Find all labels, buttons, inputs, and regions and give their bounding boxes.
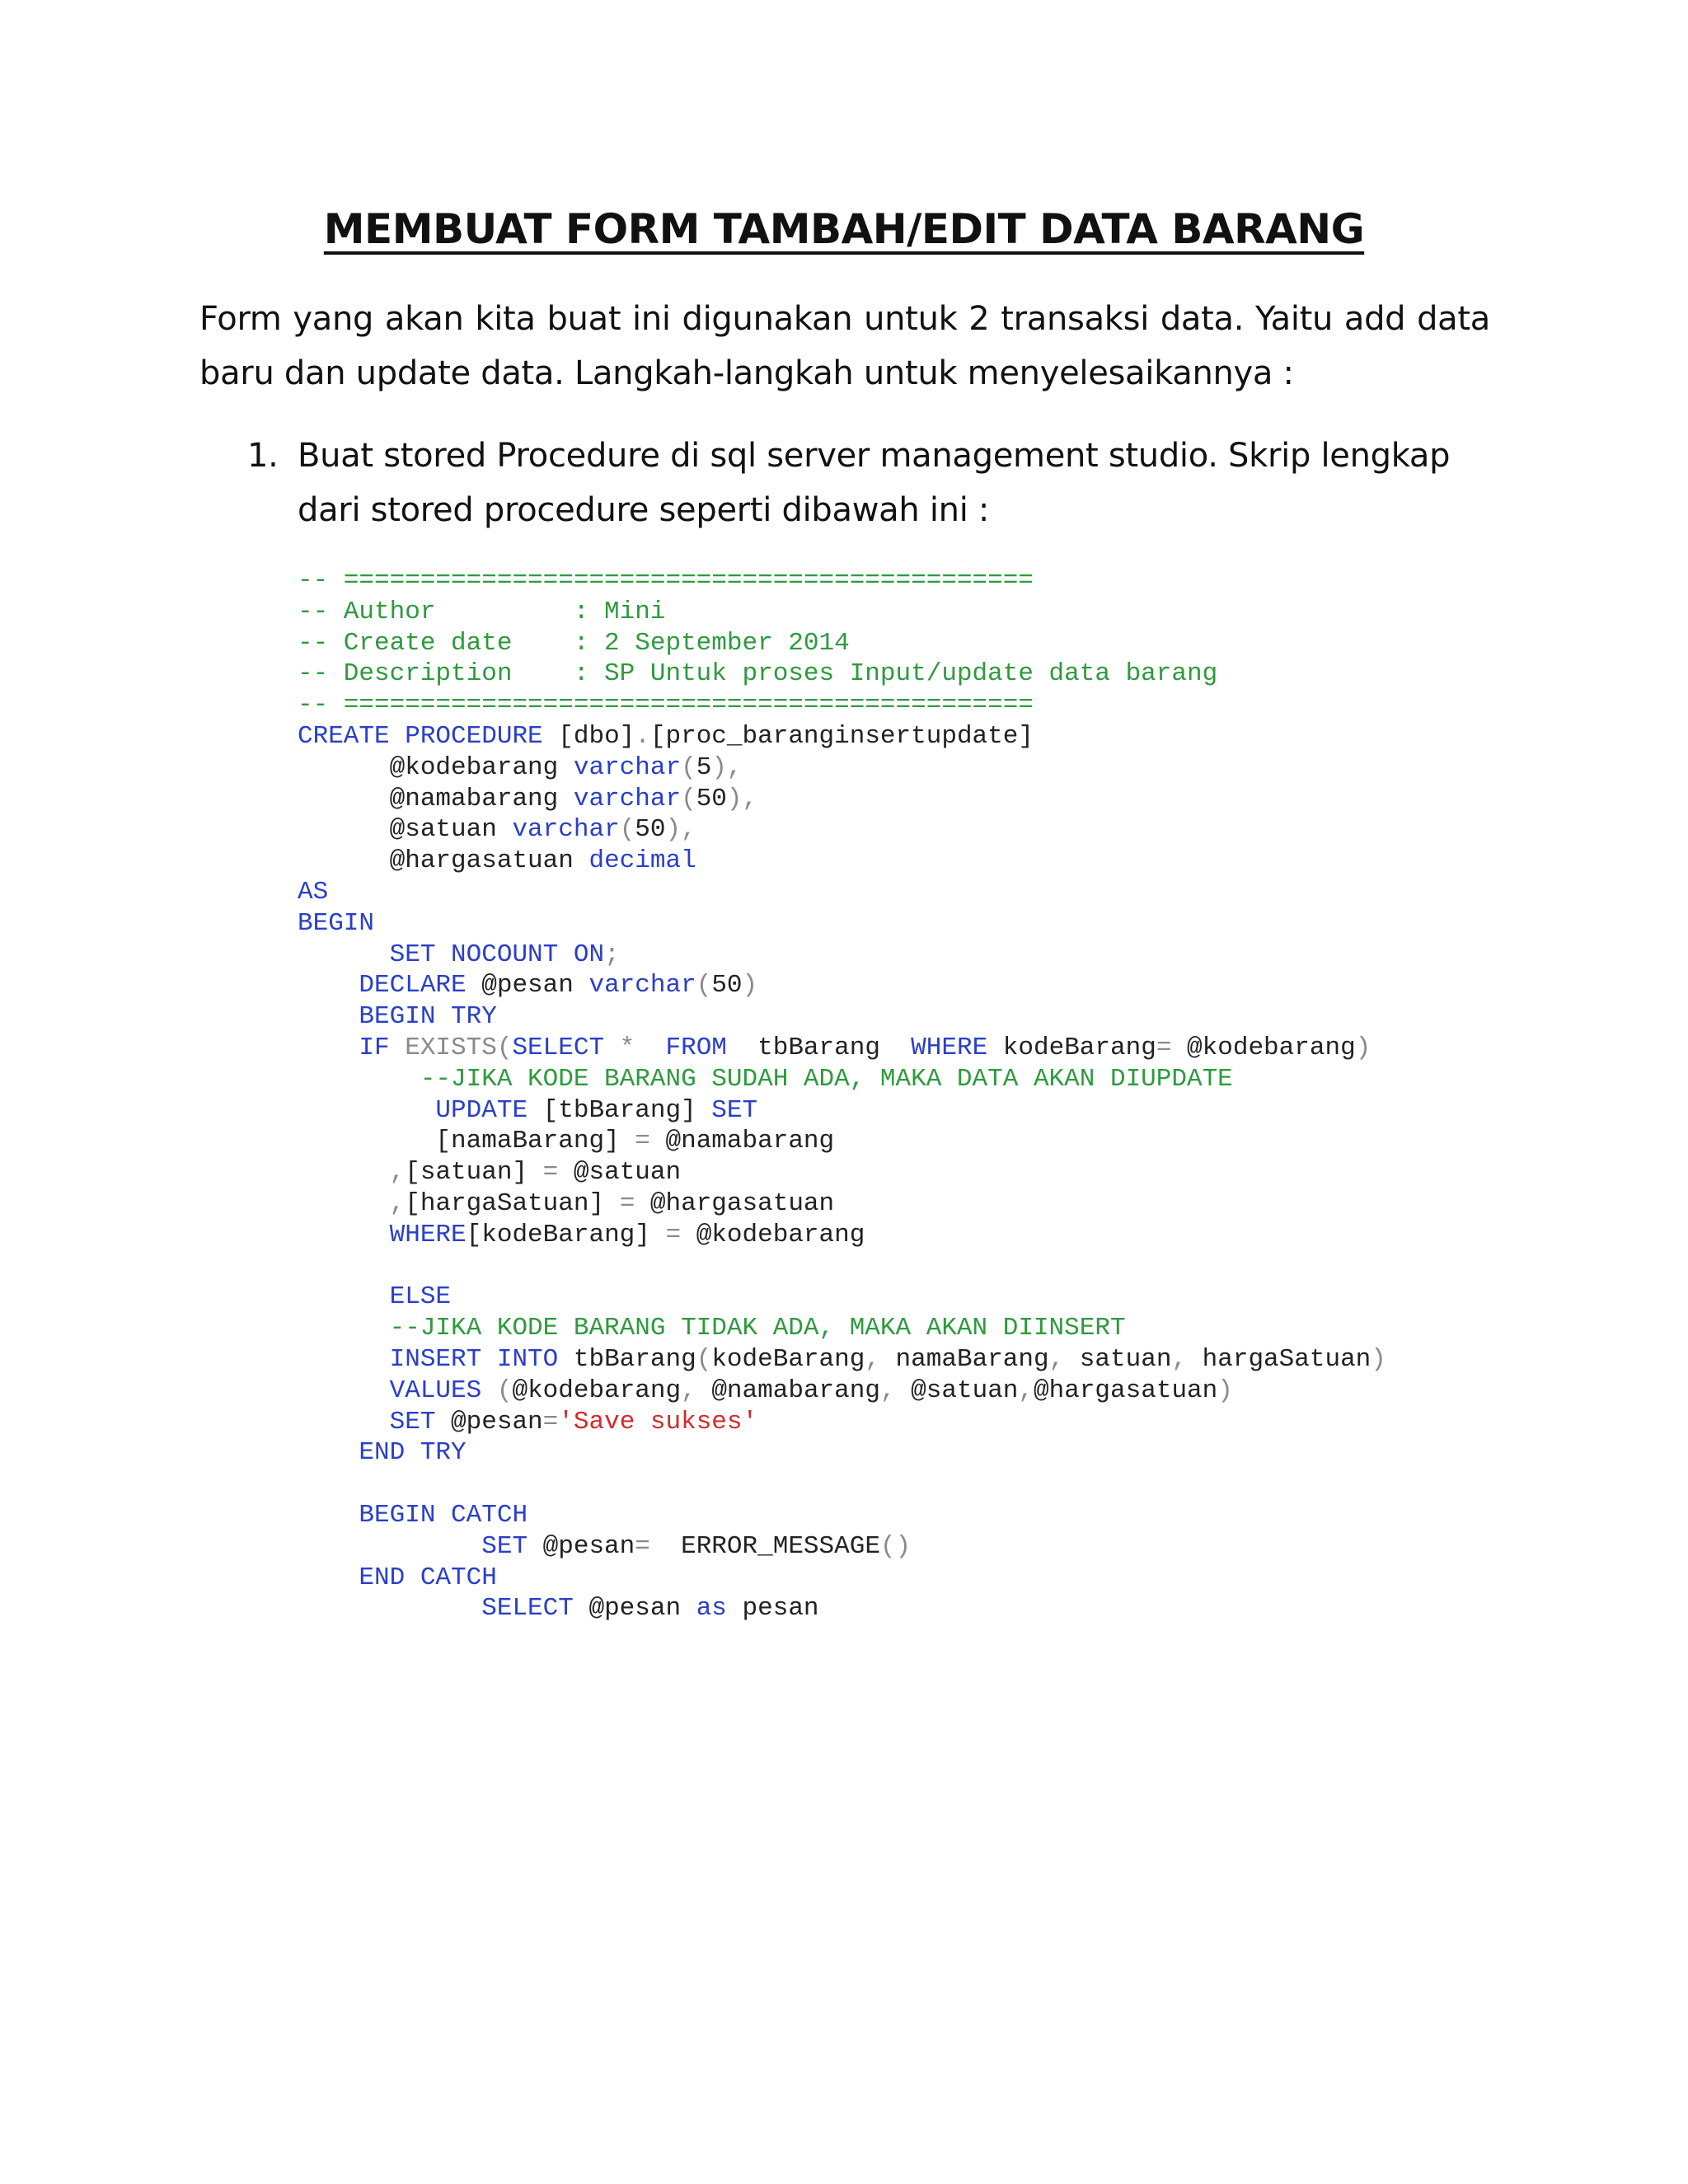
code-token: @namabarang bbox=[649, 1127, 835, 1156]
code-token: decimal bbox=[588, 846, 696, 876]
code-token: IF bbox=[298, 1033, 390, 1062]
code-token: @satuan bbox=[558, 1158, 682, 1188]
code-token: varchar bbox=[573, 784, 682, 813]
code-line bbox=[298, 565, 1386, 597]
code-token: @kodebarang bbox=[512, 1376, 682, 1405]
code-token: [proc_baranginsertupdate] bbox=[649, 721, 1034, 751]
code-token: -- Description : SP Untuk proses Input/update data barang bbox=[298, 659, 1218, 689]
code-token: 'Save sukses' bbox=[558, 1407, 758, 1436]
code-line bbox=[298, 1531, 1386, 1563]
code-line bbox=[298, 1376, 1386, 1407]
code-line bbox=[298, 814, 1386, 846]
code-token: ) bbox=[1217, 1376, 1233, 1405]
step-item bbox=[199, 429, 1490, 537]
code-token: @namabarang bbox=[298, 784, 574, 813]
code-token: BEGIN bbox=[298, 908, 375, 938]
code-token: , bbox=[298, 1188, 406, 1218]
code-line bbox=[298, 1157, 1386, 1188]
code-token: VALUES bbox=[298, 1376, 482, 1405]
code-token: , bbox=[879, 1376, 896, 1405]
code-token: = bbox=[542, 1407, 559, 1436]
code-token: ( bbox=[681, 784, 696, 813]
code-token: kodeBarang bbox=[711, 1344, 865, 1374]
code-token: as bbox=[696, 1594, 727, 1624]
code-token: @namabarang bbox=[696, 1376, 880, 1405]
page-title: MEMBUAT FORM TAMBAH/EDIT DATA BARANG bbox=[323, 205, 1365, 253]
code-token: DECLARE bbox=[298, 971, 467, 1001]
code-token: AS bbox=[298, 877, 329, 907]
code-token: UPDATE bbox=[298, 1095, 528, 1125]
code-line bbox=[298, 846, 1386, 877]
steps-list bbox=[199, 429, 1490, 537]
code-token: tbBarang bbox=[558, 1344, 696, 1374]
code-line bbox=[298, 940, 1386, 971]
code-token: , bbox=[1018, 1376, 1034, 1405]
code-line bbox=[298, 1313, 1386, 1344]
code-token: @kodebarang bbox=[298, 752, 574, 782]
code-token: = bbox=[635, 1531, 682, 1561]
code-token: WHERE bbox=[298, 1220, 467, 1249]
code-token: END TRY bbox=[298, 1438, 467, 1468]
code-token: [satuan] bbox=[405, 1158, 543, 1188]
code-token: , bbox=[865, 1344, 880, 1374]
code-token: SET bbox=[711, 1095, 758, 1125]
code-line bbox=[298, 1001, 1386, 1033]
code-token: satuan bbox=[1064, 1344, 1172, 1374]
code-token: ), bbox=[726, 784, 758, 813]
code-token: ( bbox=[696, 1344, 712, 1374]
code-token: [kodeBarang] bbox=[466, 1220, 666, 1249]
code-token: @satuan bbox=[298, 815, 513, 845]
code-token: @hargasatuan bbox=[1034, 1376, 1218, 1405]
code-token: ) bbox=[1371, 1344, 1386, 1374]
intro-paragraph: Form yang akan kita buat ini digunakan untuk 2 transaksi data. Yaitu add data baru dan update data. Langkah-langkah untuk menyelesaikannya : bbox=[199, 300, 1490, 392]
code-token: -- Create date : 2 September 2014 bbox=[298, 628, 850, 658]
code-line bbox=[298, 597, 1386, 628]
code-line bbox=[298, 908, 1386, 940]
code-line bbox=[298, 877, 1386, 908]
code-line bbox=[298, 1563, 1386, 1594]
code-line bbox=[298, 784, 1386, 815]
code-token: () bbox=[879, 1531, 912, 1561]
code-token: 50 bbox=[635, 815, 666, 845]
code-line bbox=[298, 1344, 1386, 1376]
code-token: --JIKA KODE BARANG TIDAK ADA, MAKA AKAN DIINSERT bbox=[298, 1314, 1126, 1343]
code-token: = bbox=[635, 1127, 650, 1156]
code-line bbox=[298, 1469, 1386, 1500]
code-token: tbBarang bbox=[726, 1033, 912, 1062]
code-token: 50 bbox=[711, 971, 743, 1001]
sql-code-block bbox=[298, 565, 1386, 1624]
code-token: WHERE bbox=[911, 1033, 988, 1062]
code-token: varchar bbox=[588, 971, 696, 1001]
code-line bbox=[298, 721, 1386, 752]
code-line bbox=[298, 1251, 1386, 1282]
code-token: -- ============================================= bbox=[298, 691, 1034, 720]
code-token: EXISTS( bbox=[389, 1033, 513, 1062]
code-token: @kodebarang bbox=[1171, 1033, 1356, 1062]
code-token: @pesan bbox=[435, 1407, 543, 1436]
code-token: = bbox=[619, 1188, 635, 1218]
code-token: = bbox=[542, 1158, 559, 1188]
code-token: = bbox=[1156, 1033, 1172, 1062]
code-line bbox=[298, 1064, 1386, 1095]
code-token: ( bbox=[619, 815, 635, 845]
code-token: . bbox=[635, 721, 650, 751]
code-token: , bbox=[1171, 1344, 1188, 1374]
code-line bbox=[298, 1593, 1386, 1624]
code-line bbox=[298, 1033, 1386, 1064]
code-line bbox=[298, 690, 1386, 721]
code-token: namaBarang bbox=[879, 1344, 1049, 1374]
code-line bbox=[298, 1500, 1386, 1531]
code-token: 5 bbox=[696, 752, 712, 782]
code-line bbox=[298, 628, 1386, 659]
code-token: INSERT INTO bbox=[298, 1344, 559, 1374]
code-token: kodeBarang bbox=[987, 1033, 1156, 1062]
code-line bbox=[298, 752, 1386, 784]
code-token: @pesan bbox=[528, 1531, 635, 1561]
code-token: @pesan bbox=[466, 971, 589, 1001]
code-token: SET bbox=[298, 1407, 436, 1436]
code-token: ), bbox=[711, 752, 743, 782]
code-token: pesan bbox=[726, 1594, 819, 1624]
code-token: ) bbox=[742, 971, 758, 1001]
code-token: , bbox=[1048, 1344, 1065, 1374]
code-token: SELECT bbox=[298, 1594, 574, 1624]
code-token: --JIKA KODE BARANG SUDAH ADA, MAKA DATA AKAN DIUPDATE bbox=[298, 1064, 1233, 1094]
code-token: -- Author : Mini bbox=[298, 597, 666, 626]
code-line bbox=[298, 970, 1386, 1001]
code-token: [hargaSatuan] bbox=[405, 1188, 620, 1218]
code-token: -- ============================================= bbox=[298, 566, 1034, 595]
code-token: ( bbox=[696, 971, 712, 1001]
code-token: , bbox=[298, 1158, 406, 1188]
code-token: @hargasatuan bbox=[635, 1188, 835, 1218]
code-token: SELECT bbox=[512, 1033, 605, 1062]
code-token: ) bbox=[1355, 1033, 1372, 1062]
code-line bbox=[298, 1095, 1386, 1127]
code-token: @satuan bbox=[895, 1376, 1019, 1405]
code-token: SET bbox=[298, 1531, 528, 1561]
code-token: @pesan bbox=[573, 1594, 696, 1624]
code-token: @kodebarang bbox=[681, 1220, 865, 1249]
code-token: CREATE PROCEDURE bbox=[298, 721, 543, 751]
code-token: [tbBarang] bbox=[528, 1095, 712, 1125]
code-token: 50 bbox=[696, 784, 727, 813]
code-token: BEGIN CATCH bbox=[298, 1500, 528, 1530]
code-token: ), bbox=[665, 815, 696, 845]
code-line bbox=[298, 1188, 1386, 1220]
code-token: BEGIN TRY bbox=[298, 1002, 497, 1032]
code-token: SET NOCOUNT ON bbox=[298, 940, 605, 969]
code-line bbox=[298, 658, 1386, 690]
code-line bbox=[298, 1407, 1386, 1438]
code-token: ; bbox=[604, 940, 620, 969]
code-token: END CATCH bbox=[298, 1563, 497, 1592]
code-line bbox=[298, 1126, 1386, 1157]
code-token: hargaSatuan bbox=[1187, 1344, 1372, 1374]
code-token: ( bbox=[681, 752, 696, 782]
code-token: = bbox=[665, 1220, 682, 1249]
code-token: varchar bbox=[512, 815, 620, 845]
code-token: * bbox=[604, 1033, 666, 1062]
code-token: ELSE bbox=[298, 1282, 452, 1312]
step-text: Buat stored Procedure di sql server management studio. Skrip lengkap dari stored procedure seperti dibawah ini : bbox=[298, 437, 1451, 529]
code-token: varchar bbox=[573, 752, 682, 782]
step-number: 1. bbox=[247, 437, 279, 475]
code-token: ERROR_MESSAGE bbox=[681, 1531, 880, 1561]
code-token: , bbox=[681, 1376, 696, 1405]
code-line bbox=[298, 1282, 1386, 1313]
code-token: @hargasatuan bbox=[298, 846, 589, 876]
code-token: [dbo] bbox=[542, 721, 635, 751]
code-token: FROM bbox=[665, 1033, 727, 1062]
code-token: ( bbox=[481, 1376, 513, 1405]
code-line bbox=[298, 1437, 1386, 1469]
code-token: [namaBarang] bbox=[298, 1127, 635, 1156]
code-line bbox=[298, 1220, 1386, 1251]
